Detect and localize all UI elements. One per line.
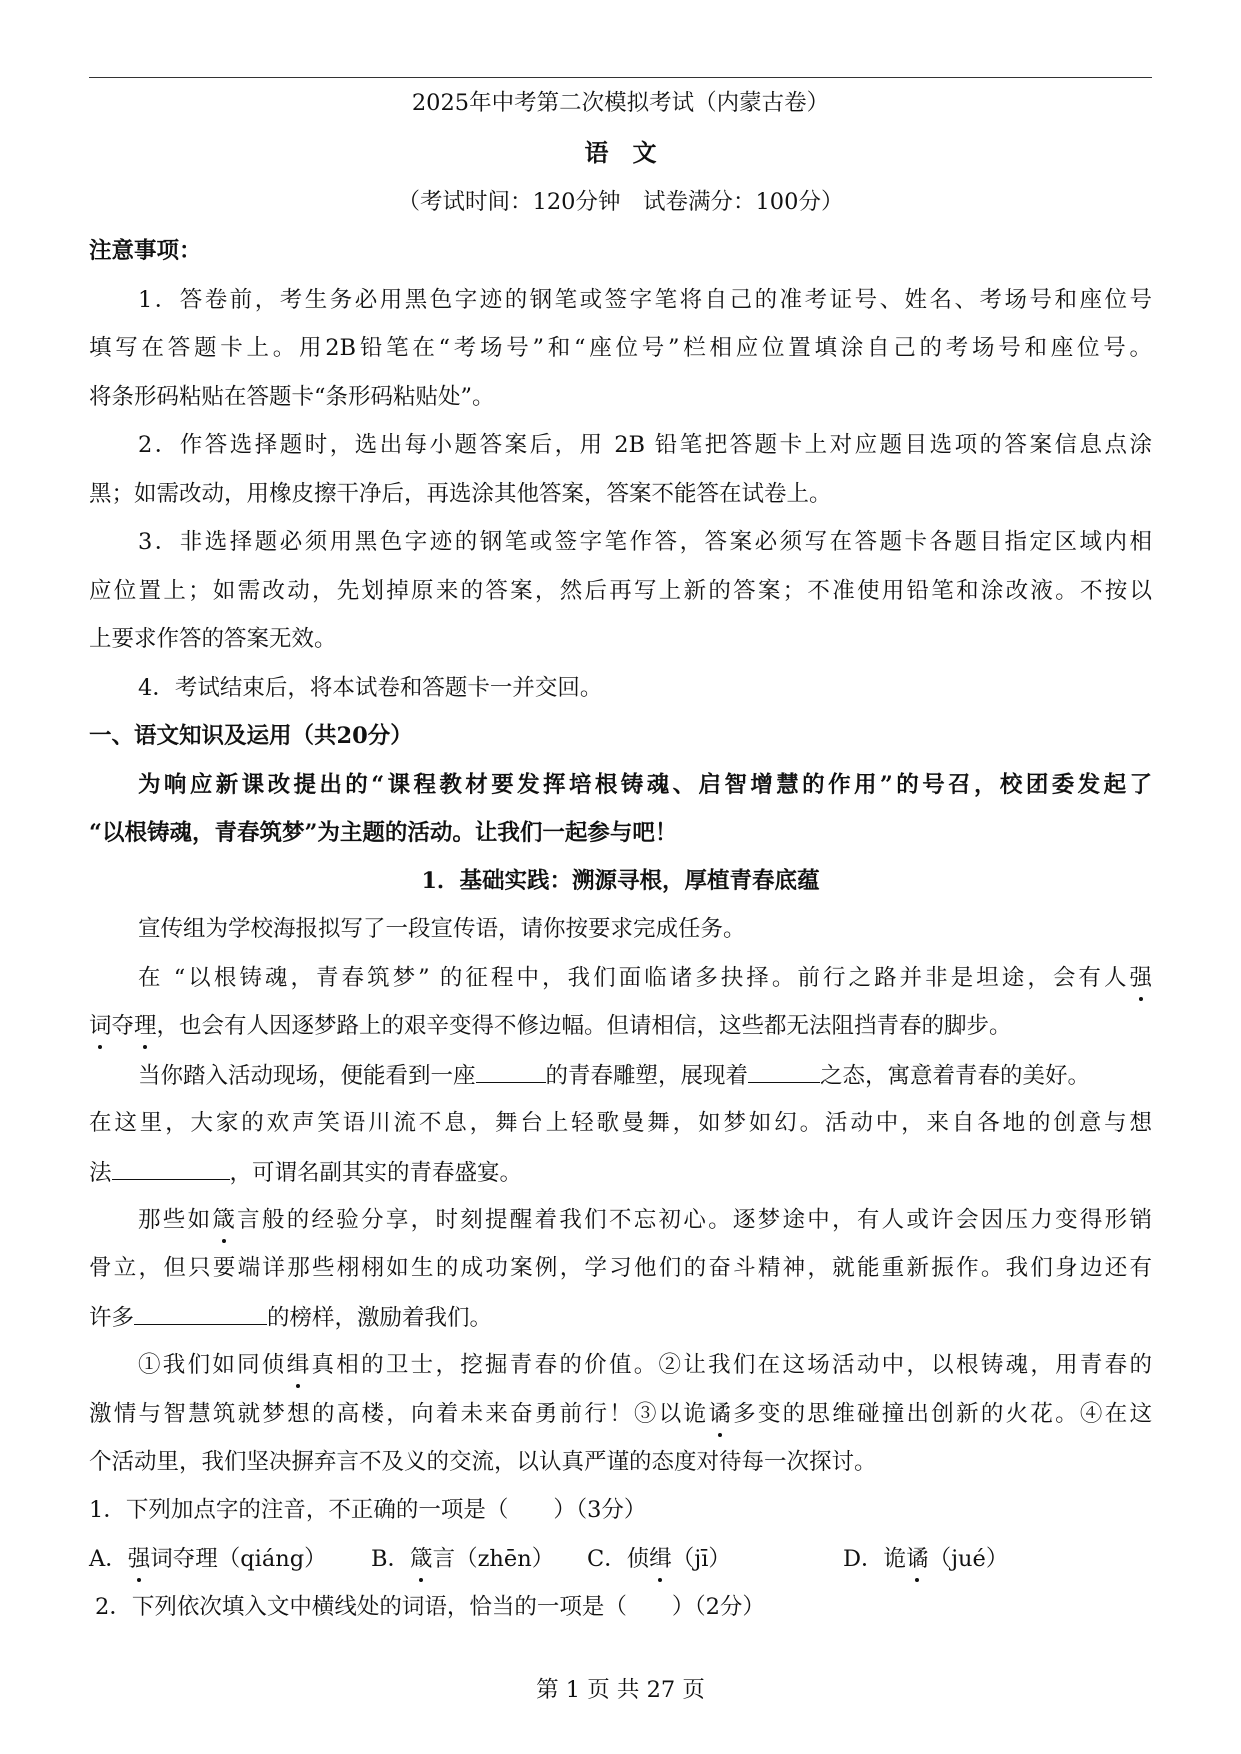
notice-item-3-line-3: 上要求作答的答案无效。 xyxy=(89,626,337,652)
option-label: B． xyxy=(371,1546,411,1572)
passage-text: ①我们如同侦 xyxy=(138,1352,287,1378)
passage-text: ，也会有人因逐梦路上的艰辛变得不修边幅。但请相信，这些都无法阻挡青春的脚步。 xyxy=(156,1013,1012,1039)
question-1-stem: 1．下列加点字的注音，不正确的一项是（ ）（3分） xyxy=(89,1497,647,1523)
fill-blank-1 xyxy=(476,1060,546,1083)
dotted-char: 理 xyxy=(134,1013,157,1039)
notice-item-1-line-3: 将条形码粘贴在答题卡“条形码粘贴处”。 xyxy=(89,384,495,410)
section-1-intro-line-1: 为响应新课改提出的“课程教材要发挥培根铸魂、启智增慧的作用”的号召，校团委发起了 xyxy=(138,772,1152,798)
dotted-char: 缉 xyxy=(649,1546,672,1572)
passage-text: 激情与智慧筑就梦想的高楼，向着未来奋勇前行！③以诡 xyxy=(89,1401,709,1427)
notice-item-2-line-2: 黑；如需改动，用橡皮擦干净后，再选涂其他答案，答案不能答在试卷上。 xyxy=(89,481,832,507)
notice-item-3-line-2: 应位置上；如需改动，先划掉原来的答案，然后再写上新的答案；不准使用铅笔和涂改液。不按以 xyxy=(89,578,1152,604)
question-2-stem: 2．下列依次填入文中横线处的词语，恰当的一项是（ ）（2分） xyxy=(95,1594,765,1620)
passage-text: 真相的卫士，挖掘青春的价值。②让我们在这场活动中，以根铸魂，用青春的 xyxy=(309,1352,1152,1378)
passage-p2-line-3 xyxy=(89,1157,522,1188)
dotted-char: 箴 xyxy=(212,1207,235,1233)
passage-text: 当你踏入活动现场，便能看到一座 xyxy=(138,1063,476,1089)
header-rule xyxy=(89,77,1152,78)
passage-p2-line-1 xyxy=(138,1060,1090,1091)
section-1-heading: 一、语文知识及运用（共20分） xyxy=(89,723,413,749)
option-text: （jué） xyxy=(928,1546,1009,1572)
option-label: D．诡 xyxy=(843,1546,907,1572)
dotted-char: 缉 xyxy=(286,1352,310,1378)
option-label: A． xyxy=(89,1546,128,1572)
passage-p4-line-2 xyxy=(89,1399,1152,1429)
option-text: （jī） xyxy=(671,1546,731,1572)
passage-p3-line-2: 骨立，但只要端详那些栩栩如生的成功案例，学习他们的奋斗精神，就能重新振作。我们身边还有 xyxy=(89,1255,1152,1281)
page-number: 第 1 页 共 27 页 xyxy=(536,1677,705,1703)
passage-text: 多变的思维碰撞出创新的火花。④在这 xyxy=(730,1401,1152,1427)
notice-item-1-line-2: 填写在答题卡上。用2B铅笔在“考场号”和“座位号”栏相应位置填涂自己的考场号和座位号。 xyxy=(89,335,1152,361)
dotted-char: 强 xyxy=(127,1546,151,1572)
notice-item-3-line-1: 3．非选择题必须用黑色字迹的钢笔或签字笔作答，答案必须写在答题卡各题目指定区域内相 xyxy=(138,529,1152,555)
subject-title: 语 文 xyxy=(584,138,657,167)
question-1-option-a xyxy=(89,1544,327,1574)
passage-p4-line-1 xyxy=(138,1350,1152,1380)
option-text: 词夺理（qiáng） xyxy=(150,1546,327,1572)
question-1-option-c xyxy=(587,1544,731,1574)
dotted-char: 强 xyxy=(1129,965,1152,991)
question-1-option-b xyxy=(371,1544,554,1574)
passage-text: 夺 xyxy=(111,1013,135,1039)
task-instruction: 宣传组为学校海报拟写了一段宣传语，请你按要求完成任务。 xyxy=(138,916,746,942)
section-1-subheading: 1．基础实践：溯源寻根，厚植青春底蕴 xyxy=(421,868,820,894)
dotted-char: 箴 xyxy=(410,1546,433,1572)
notice-item-1-line-1: 1．答卷前，考生务必用黑色字迹的钢笔或签字笔将自己的准考证号、姓名、考场号和座位号 xyxy=(138,287,1152,313)
passage-p4-line-3: 个活动里，我们坚决摒弃言不及义的交流，以认真严谨的态度对待每一次探讨。 xyxy=(89,1449,877,1475)
dotted-char: 词 xyxy=(89,1013,112,1039)
section-1-intro-line-2: “以根铸魂，青春筑梦”为主题的活动。让我们一起参与吧！ xyxy=(89,820,678,846)
passage-text: 言般的经验分享，时刻提醒着我们不忘初心。逐梦途中，有人或许会因压力变得形销 xyxy=(234,1207,1152,1233)
option-text: 言（zhēn） xyxy=(432,1546,555,1572)
notice-item-2-line-1: 2．作答选择题时，选出每小题答案后，用 2B 铅笔把答题卡上对应题目选项的答案信息点涂 xyxy=(138,432,1152,458)
passage-text: 之态，寓意着青春的美好。 xyxy=(820,1063,1091,1089)
passage-text: 许多 xyxy=(89,1305,135,1331)
dotted-char: 谲 xyxy=(906,1546,929,1572)
passage-text: 法 xyxy=(89,1160,112,1186)
dotted-char: 谲 xyxy=(708,1401,731,1427)
notice-item-4: 4．考试结束后，将本试卷和答题卡一并交回。 xyxy=(138,675,603,701)
passage-p2-line-2: 在这里，大家的欢声笑语川流不息，舞台上轻歌曼舞，如梦如幻。活动中，来自各地的创意与想 xyxy=(89,1110,1152,1136)
passage-text: ，可谓名副其实的青春盛宴。 xyxy=(229,1160,523,1186)
notice-heading: 注意事项： xyxy=(89,238,202,264)
passage-text: 的榜样，激励着我们。 xyxy=(267,1305,493,1331)
passage-p3-line-1 xyxy=(138,1205,1152,1235)
fill-blank-4 xyxy=(134,1302,267,1325)
passage-p3-line-3 xyxy=(89,1302,492,1333)
exam-info: （考试时间：120分钟 试卷满分：100分） xyxy=(397,189,844,215)
fill-blank-3 xyxy=(112,1157,230,1180)
question-1-option-d xyxy=(843,1544,1008,1574)
option-label: C．侦 xyxy=(587,1546,650,1572)
passage-text: 那些如 xyxy=(138,1207,213,1233)
exam-title: 2025年中考第二次模拟考试（内蒙古卷） xyxy=(411,90,830,116)
passage-p1-line-2 xyxy=(89,1011,1012,1041)
fill-blank-2 xyxy=(748,1060,820,1083)
passage-text: 在 “以根铸魂，青春筑梦” 的征程中，我们面临诸多抉择。前行之路并非是坦途，会有人 xyxy=(138,965,1130,991)
passage-p1-line-1 xyxy=(138,963,1152,993)
passage-text: 的青春雕塑，展现着 xyxy=(545,1063,749,1089)
